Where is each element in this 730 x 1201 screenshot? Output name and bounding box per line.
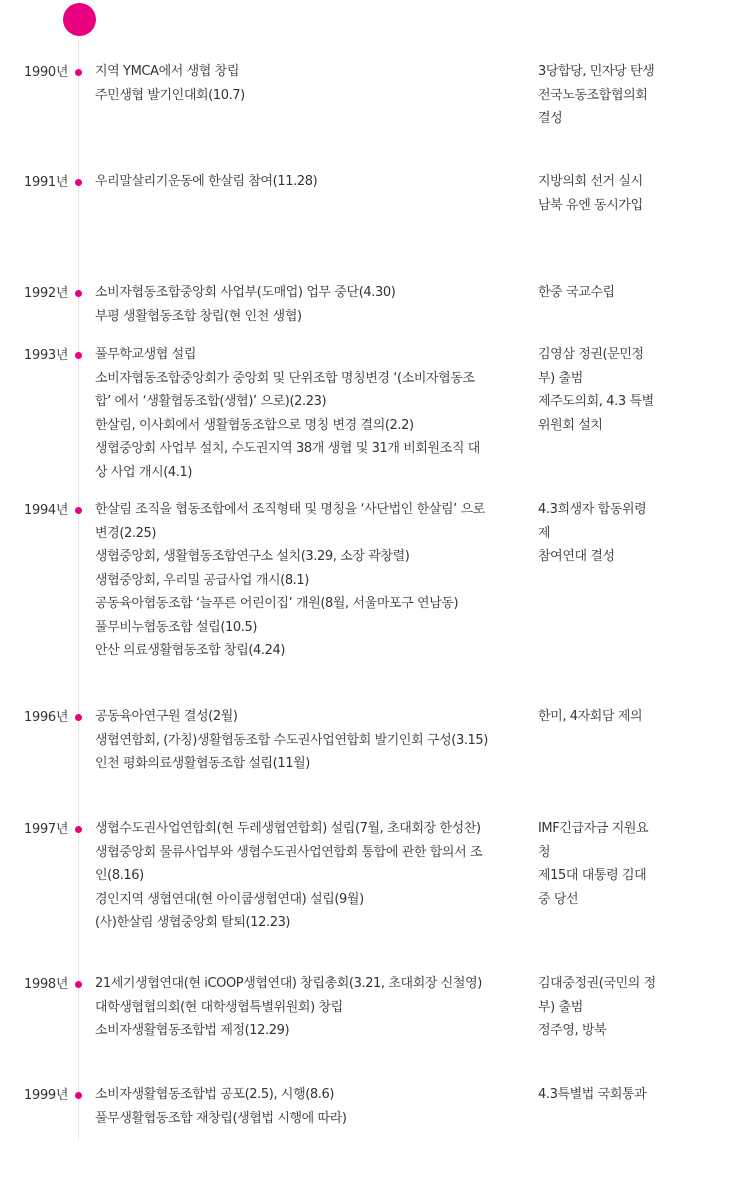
event-list [95,817,490,935]
event-item: 생협수도권사업연합회(현 두레생협연합회) 설립(7월, 초대회장 한성찬) [95,821,481,836]
timeline-line [78,36,79,1140]
world-event-item: IMF긴급자금 지원요청 [538,821,649,860]
event-item: 안산 의료생활협동조합 창립(4.24) [95,643,286,658]
event-item: 생협중앙회, 우리밀 공급사업 개시(8.1) [95,572,309,588]
world-event-item: 전국노동조합협의회 결성 [538,87,648,126]
timeline-dot [75,826,82,833]
world-event-item: 4.3특별법 국회통과 [538,1087,647,1102]
timeline-dot [75,507,82,514]
world-event-item: 김대중정권(국민의 정부) 출범 [538,976,656,1015]
world-event-item: 지방의회 선거 실시 [538,174,643,189]
world-event-list [538,817,656,911]
event-list [95,343,490,484]
world-event-item: 3당합당, 민자당 탄생 [538,64,655,79]
event-list [95,705,490,776]
world-event-item: 정주영, 방북 [538,1023,607,1038]
timeline-dot [75,714,82,721]
event-item: 우리말살리기운동에 한살림 참여(11.28) [95,174,318,189]
event-item: (사)한살림 생협중앙회 탈퇴(12.23) [95,915,291,930]
event-item: 생협연합회, (가칭)생활협동조합 수도권사업연합회 발기인회 구성(3.15) [95,732,488,748]
year-label: 1996년 [24,710,69,725]
timeline-dot [75,1092,82,1099]
event-item: 경인지역 생협연대(현 아이쿱생협연대) 설립(9월) [95,891,364,907]
event-item: 생협중앙회 사업부 설치, 수도권지역 38개 생협 및 31개 비회원조직 대상 사업 개시(4.1) [95,441,480,480]
event-item: 한살림, 이사회에서 생활협동조합으로 명칭 변경 결의(2.2) [95,417,414,433]
event-list [95,498,490,663]
world-event-list [538,1083,656,1107]
world-event-list [538,498,656,569]
year-label: 1991년 [24,175,69,190]
event-item: 인천 평화의료생활협동조합 설립(11월) [95,756,310,771]
event-item: 소비자협동조합중앙회 사업부(도매업) 업무 중단(4.30) [95,285,396,300]
event-list [95,60,490,107]
year-label: 1990년 [24,65,69,80]
year-label: 1997년 [24,822,69,837]
timeline-dot [75,290,82,297]
event-item: 생협중앙회, 생활협동조합연구소 설치(3.29, 소장 곽창렬) [95,549,410,564]
world-event-item: 4.3희생자 합동위령제 [538,502,647,541]
event-item: 소비자생활협동조합법 제정(12.29) [95,1023,290,1038]
event-item: 공동육아협동조합 ‘늘푸른 어린이집’ 개원(8월, 서울마포구 연남동) [95,596,459,611]
year-label: 1993년 [24,348,69,363]
world-event-item: 참여연대 결성 [538,549,615,564]
timeline-dot [75,69,82,76]
world-event-item: 제15대 대통령 김대중 당선 [538,868,647,907]
event-item: 소비자생활협동조합법 공포(2.5), 시행(8.6) [95,1087,335,1102]
event-item: 21세기생협연대(현 iCOOP생협연대) 창립총회(3.21, 초대회장 신철영) [95,976,482,991]
world-event-list [538,281,656,305]
year-label: 1992년 [24,286,69,301]
world-event-list [538,60,656,131]
world-event-list [538,343,656,437]
event-item: 공동육아연구원 결성(2월) [95,709,238,724]
world-event-item: 김영삼 정권(문민정부) 출범 [538,347,644,386]
event-item: 풀무학교생협 설립 [95,347,196,362]
event-item: 한살림 조직을 협동조합에서 조직형태 및 명칭을 ‘사단법인 한살림’ 으로 변경(2.25) [95,502,485,541]
event-list [95,1083,490,1130]
year-label: 1998년 [24,977,69,992]
event-item: 풀무비누협동조합 설립(10.5) [95,619,258,635]
event-item: 지역 YMCA에서 생협 창립 [95,64,239,79]
event-list [95,170,490,194]
event-item: 주민생협 발기인대회(10.7) [95,87,245,103]
world-event-list [538,170,656,217]
event-item: 부평 생활협동조합 창립(현 인천 생협) [95,308,302,324]
timeline-dot [75,981,82,988]
year-label: 1999년 [24,1088,69,1103]
timeline-start-dot [63,3,96,36]
event-item: 생협중앙회 물류사업부와 생협수도권사업연합회 통합에 관한 합의서 조인(8.16) [95,844,483,883]
world-event-item: 한중 국교수립 [538,285,615,300]
world-event-list [538,705,656,729]
timeline-dot [75,179,82,186]
world-event-list [538,972,656,1043]
event-list [95,281,490,328]
event-item: 풀무생활협동조합 재창립(생협법 시행에 따라) [95,1110,347,1126]
event-list [95,972,490,1043]
timeline-dot [75,352,82,359]
year-label: 1994년 [24,503,69,518]
event-item: 대학생협협의회(현 대학생협특별위원회) 창립 [95,999,343,1015]
world-event-item: 제주도의회, 4.3 특별위원회 설치 [538,394,654,433]
event-item: 소비자협동조합중앙회가 중앙회 및 단위조합 명칭변경 ‘(소비자협동조합’ 에서 ‘생활협동조합(생협)’ 으로)(2.23) [95,370,475,409]
world-event-item: 한미, 4자회담 제의 [538,709,643,724]
world-event-item: 남북 유엔 동시가입 [538,197,643,213]
